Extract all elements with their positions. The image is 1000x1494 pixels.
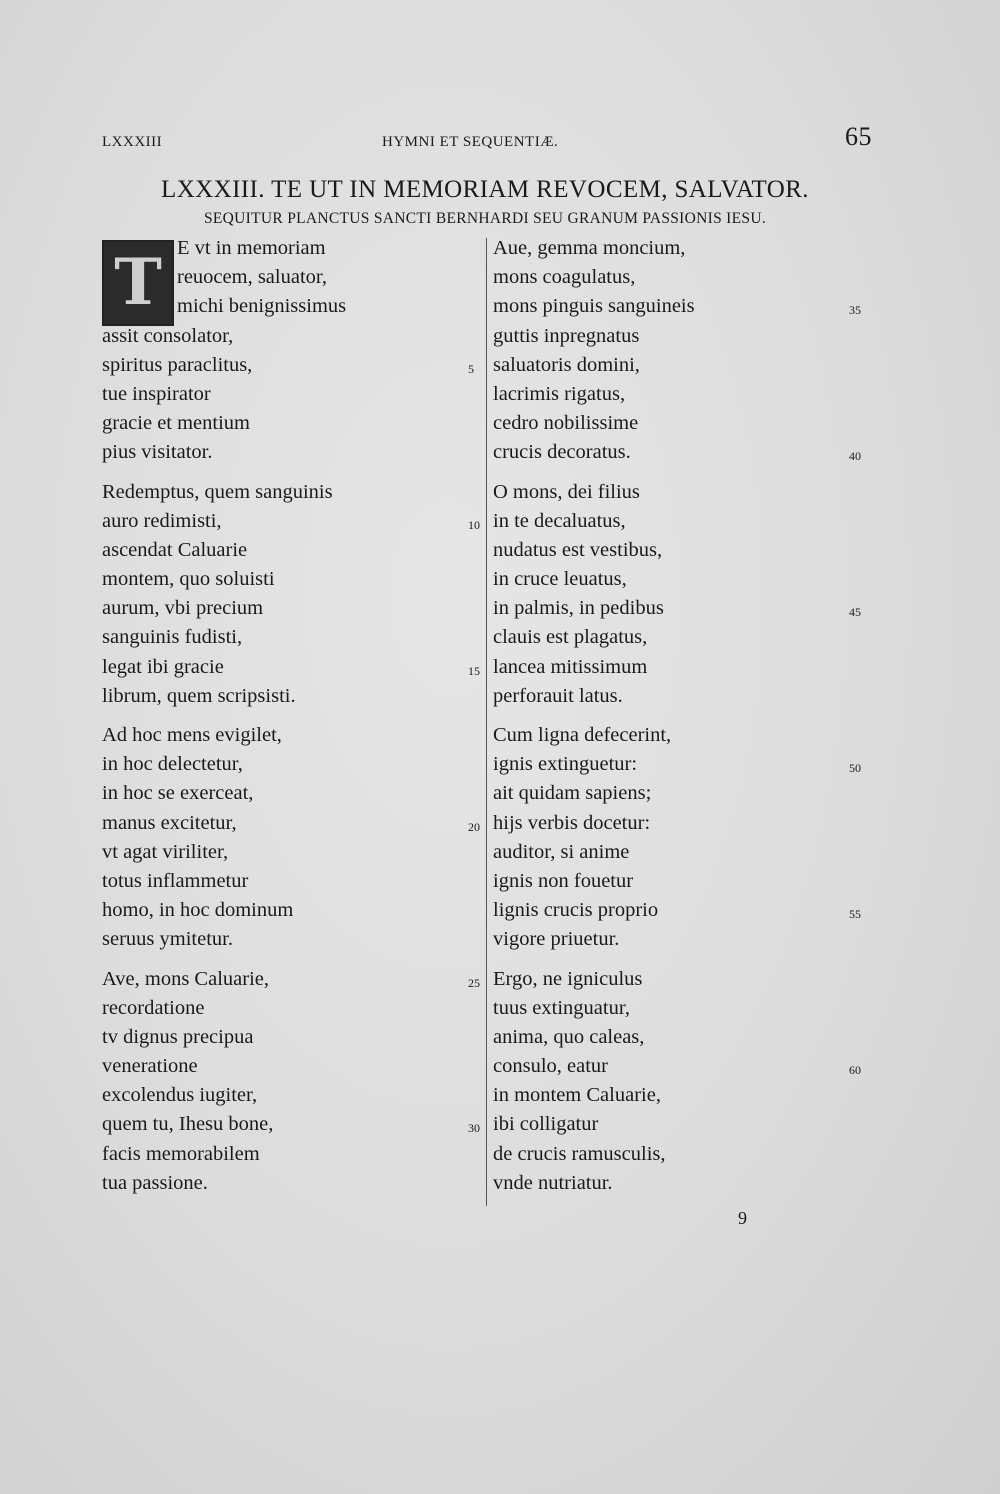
verse-text: Cum ligna defecerint,	[493, 724, 672, 746]
verse-text: mons coagulatus,	[493, 266, 636, 289]
verse-text: perforauit latus.	[493, 684, 623, 707]
verse-text: vt agat viriliter,	[102, 840, 229, 863]
line-number: 35	[849, 303, 861, 318]
verse-text: assit consolator,	[102, 324, 234, 347]
verse-text: ignis non fouetur	[493, 869, 634, 892]
verse-line	[493, 1052, 873, 1081]
stanza	[102, 965, 482, 1199]
verse-text: Ave, mons Caluarie,	[102, 967, 269, 990]
stanza	[102, 721, 482, 955]
verse-line	[493, 594, 873, 623]
verse-line	[102, 1023, 482, 1052]
verse-text: Redemptus, quem sanguinis	[102, 480, 333, 503]
verse-text: Ergo, ne igniculus	[493, 967, 643, 990]
verse-text: ait quidam sapiens;	[493, 782, 652, 805]
verse-line	[493, 536, 873, 565]
verse-line	[493, 1081, 873, 1110]
verse-text: librum, quem scripsisti.	[102, 684, 296, 707]
verse-text: pius visitator.	[102, 441, 213, 464]
verse-line	[493, 565, 873, 594]
verse-text: crucis decoratus.	[493, 441, 631, 464]
verse-text: tv dignus precipua	[102, 1025, 254, 1048]
verse-text: in hoc delectetur,	[102, 753, 243, 776]
verse-text: excolendus iugiter,	[102, 1084, 258, 1107]
verse-line	[102, 896, 482, 925]
line-number: 25	[468, 975, 480, 990]
verse-line	[102, 867, 482, 896]
verse-text: ascendat Caluarie	[102, 538, 248, 561]
verse-line	[102, 623, 482, 652]
verse-line	[493, 1169, 873, 1198]
verse-text: clauis est plagatus,	[493, 626, 648, 649]
verse-text: in montem Caluarie,	[493, 1084, 661, 1107]
stanza	[493, 965, 873, 1199]
verse-line	[493, 1110, 873, 1139]
verse-text: Ad hoc mens evigilet,	[102, 724, 282, 746]
verse-text: hijs verbis docetur:	[493, 811, 651, 834]
verse-line	[102, 478, 482, 507]
verse-text: ignis extinguetur:	[493, 753, 638, 776]
verse-text: guttis inpregnatus	[493, 324, 640, 347]
verse-text: quem tu, Ihesu bone,	[102, 1113, 274, 1136]
verse-line	[493, 322, 873, 351]
verse-line	[102, 965, 482, 994]
verse-line	[493, 779, 873, 808]
verse-line	[493, 292, 873, 321]
verse-text: vnde nutriatur.	[493, 1171, 613, 1194]
verse-line	[102, 234, 482, 263]
verse-line	[493, 380, 873, 409]
line-number: 40	[849, 449, 861, 464]
line-number: 50	[849, 761, 861, 776]
verse-text: tuus extinguatur,	[493, 996, 630, 1019]
verse-text: sanguinis fudisti,	[102, 626, 243, 649]
verse-line	[493, 896, 873, 925]
verse-text: saluatoris domini,	[493, 353, 640, 376]
verse-line	[493, 234, 873, 263]
running-head-title: HYMNI ET SEQUENTIÆ.	[382, 134, 559, 150]
verse-text: lignis crucis proprio	[493, 899, 659, 922]
verse-line	[102, 292, 482, 321]
verse-line	[102, 409, 482, 438]
line-number: 10	[468, 517, 480, 532]
verse-line	[493, 263, 873, 292]
verse-line	[493, 867, 873, 896]
verse-text: lacrimis rigatus,	[493, 382, 626, 405]
verse-line	[102, 838, 482, 867]
verse-line	[493, 623, 873, 652]
page-number: 65	[845, 122, 872, 151]
verse-line	[102, 750, 482, 779]
verse-line	[102, 380, 482, 409]
verse-text: veneratione	[102, 1055, 198, 1078]
verse-line	[102, 351, 482, 380]
verse-line	[102, 438, 482, 467]
verse-line	[493, 994, 873, 1023]
verse-text: spiritus paraclitus,	[102, 353, 253, 376]
verse-text: facis memorabilem	[102, 1142, 260, 1165]
verse-text: tua passione.	[102, 1171, 208, 1194]
verse-text: ibi colligatur	[493, 1113, 599, 1136]
verse-line	[102, 565, 482, 594]
verse-text: in cruce leuatus,	[493, 568, 627, 591]
verse-text: aurum, vbi precium	[102, 597, 264, 620]
hymn-subtitle: SEQUITUR PLANCTUS SANCTI BERNHARDI SEU GRANUM PASSIONIS IESU.	[203, 210, 766, 227]
verse-text: in te decaluatus,	[493, 509, 626, 532]
verse-line	[493, 1140, 873, 1169]
stanza	[493, 478, 873, 712]
verse-line	[102, 721, 482, 750]
verse-line	[493, 1023, 873, 1052]
verse-text: mons pinguis sanguineis	[493, 295, 695, 318]
left-column	[102, 234, 482, 1208]
verse-line	[102, 1052, 482, 1081]
line-number: 5	[468, 361, 474, 376]
verse-line	[493, 409, 873, 438]
verse-text: reuocem, saluator,	[177, 266, 328, 289]
column-divider	[486, 238, 487, 1206]
decorated-initial-letter: T	[114, 245, 162, 320]
right-column	[493, 234, 873, 1208]
verse-line	[102, 653, 482, 682]
verse-line	[102, 1169, 482, 1198]
verse-line	[493, 925, 873, 954]
verse-text: lancea mitissimum	[493, 655, 648, 678]
verse-text: homo, in hoc dominum	[102, 899, 294, 922]
verse-line	[493, 809, 873, 838]
verse-text: anima, quo caleas,	[493, 1025, 645, 1048]
verse-text: montem, quo soluisti	[102, 568, 275, 591]
verse-line	[493, 838, 873, 867]
verse-line	[493, 351, 873, 380]
verse-text: gracie et mentium	[102, 412, 250, 435]
verse-text: cedro nobilissime	[493, 412, 639, 435]
line-number: 20	[468, 819, 480, 834]
verse-text: tue inspirator	[102, 382, 211, 405]
verse-line	[102, 507, 482, 536]
verse-line	[493, 438, 873, 467]
line-number: 60	[849, 1063, 861, 1078]
verse-text: de crucis ramusculis,	[493, 1142, 666, 1165]
verse-line	[493, 653, 873, 682]
verse-line	[102, 263, 482, 292]
verse-text: legat ibi gracie	[102, 655, 224, 678]
verse-text: consulo, eatur	[493, 1055, 608, 1078]
verse-line	[493, 721, 873, 750]
verse-text: O mons, dei filius	[493, 480, 640, 503]
verse-line	[102, 682, 482, 711]
hymn-title: LXXXIII. TE UT IN MEMORIAM REVOCEM, SALVATOR.	[161, 176, 809, 203]
verse-line	[493, 965, 873, 994]
verse-text: recordatione	[102, 996, 205, 1019]
verse-line	[102, 809, 482, 838]
verse-text: michi benignissimus	[177, 295, 347, 318]
verse-line	[102, 1081, 482, 1110]
verse-line	[102, 994, 482, 1023]
verse-line	[102, 925, 482, 954]
stanza	[493, 234, 873, 468]
running-head-left: LXXXIII	[102, 134, 163, 150]
line-number: 30	[468, 1121, 480, 1136]
signature-mark: 9	[738, 1208, 747, 1228]
verse-text: nudatus est vestibus,	[493, 538, 663, 561]
verse-text: seruus ymitetur.	[102, 928, 233, 951]
verse-text: E vt in memoriam	[177, 237, 326, 259]
stanza	[493, 721, 873, 955]
stanza	[102, 234, 482, 468]
line-number: 15	[468, 663, 480, 678]
verse-line	[493, 682, 873, 711]
verse-text: vigore priuetur.	[493, 928, 620, 951]
verse-text: Aue, gemma moncium,	[493, 237, 686, 259]
verse-text: auro redimisti,	[102, 509, 222, 532]
verse-line	[102, 536, 482, 565]
line-number: 55	[849, 907, 861, 922]
verse-text: totus inflammetur	[102, 869, 249, 892]
stanza	[102, 478, 482, 712]
verse-text: in palmis, in pedibus	[493, 597, 664, 620]
verse-line	[102, 779, 482, 808]
verse-line	[102, 1140, 482, 1169]
verse-line	[493, 507, 873, 536]
verse-line	[102, 322, 482, 351]
verse-line	[493, 478, 873, 507]
verse-text: in hoc se exerceat,	[102, 782, 254, 805]
verse-line	[102, 594, 482, 623]
verse-line	[493, 750, 873, 779]
verse-text: auditor, si anime	[493, 840, 630, 863]
verse-text: manus excitetur,	[102, 811, 237, 834]
verse-line	[102, 1110, 482, 1139]
line-number: 45	[849, 605, 861, 620]
